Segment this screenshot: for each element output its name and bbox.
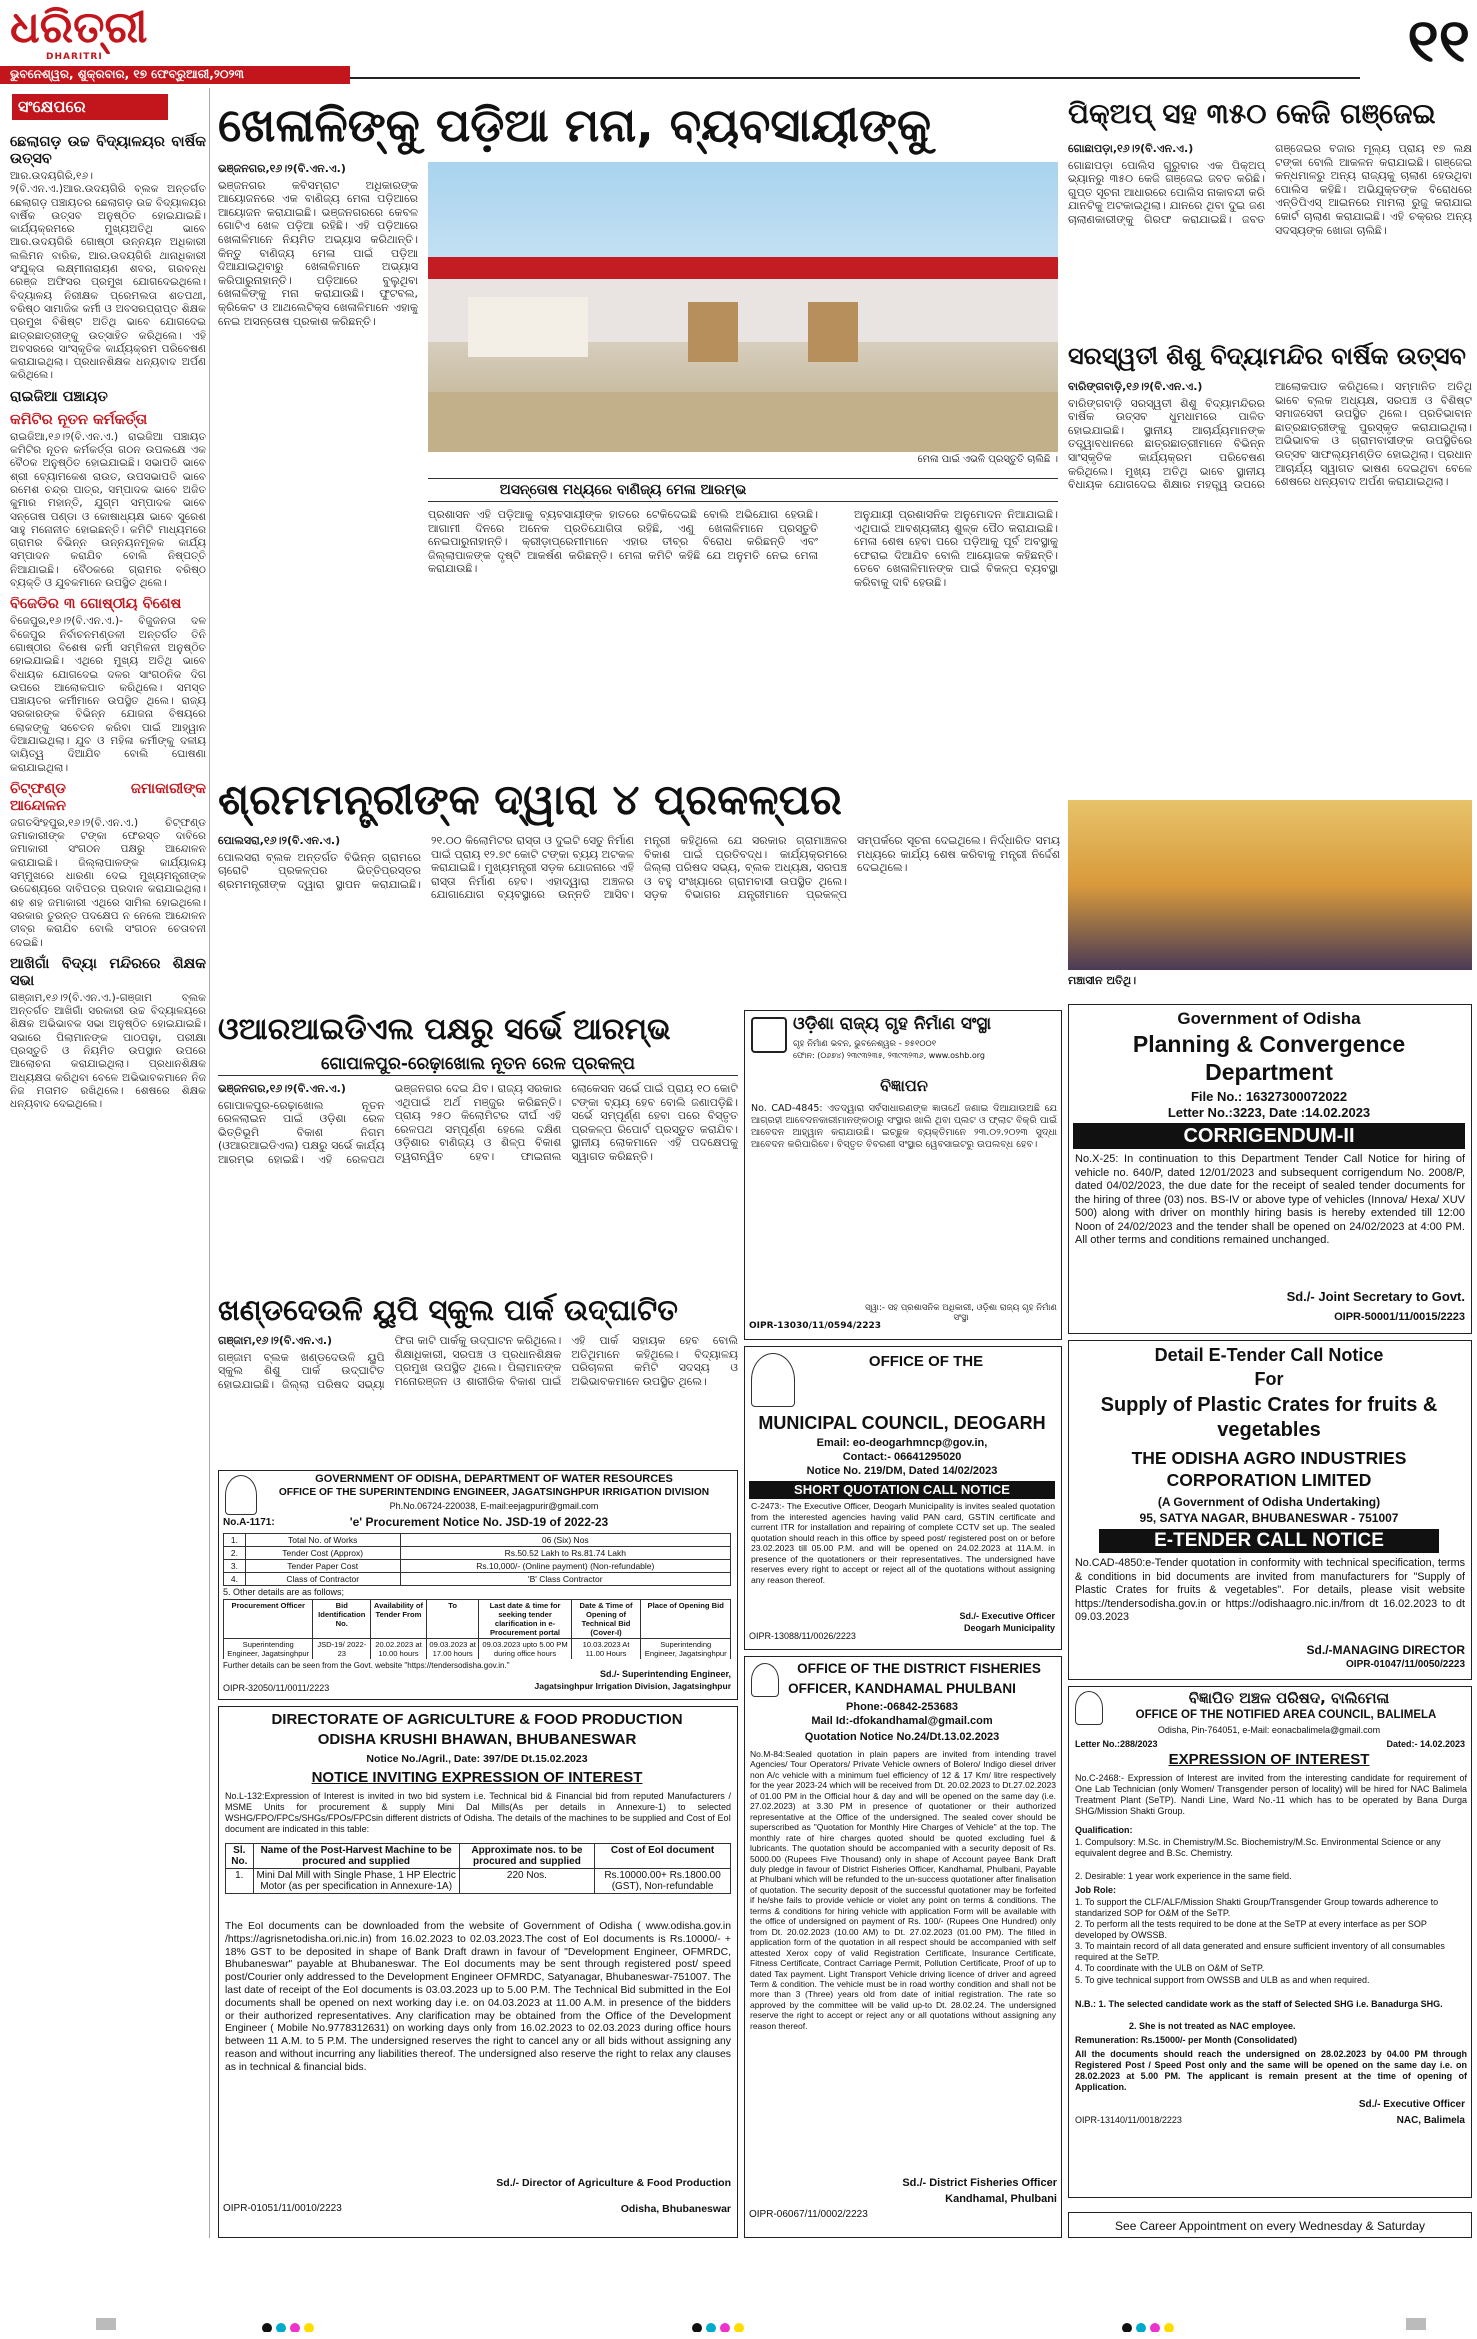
briefs-tag-label: ସଂକ୍ଷେପରେ bbox=[18, 97, 86, 116]
fisheries-l1: OFFICE OF THE DISTRICT FISHERIES bbox=[797, 1661, 1041, 1676]
lead-body-mid: ପ୍ରଶାସନ ଏହି ପଡ଼ିଆକୁ ବ୍ୟବସାୟୀଙ୍କ ହାତରେ ଟେକିଦେଇଛି ବୋଲି ଅଭିଯୋଗ ହେଉଛି। ଆଗାମୀ ଦିନରେ ଅନେକ ପ୍ରତିଯୋଗିତା ରହିଛି, ଏଣୁ ଖେଳାଳିମାନେ ପ୍ରସ୍ତୁତି ନେଇପାରୁନାହାନ୍ତି। କ୍ରୀଡ଼ାପ୍ରେମୀମାନେ ଏହାର ତୀବ୍ର ବିରୋଧ କରିଛନ୍ତି ଏବଂ ଜିଲ୍ଲାପାଳଙ୍କ ଦୃଷ୍ଟି ଆକର୍ଷଣ କରିଛନ୍ତି। ମେଳା କମିଟି କହିଛି ଯେ ଅନୁମତି ନେଇ ମେଳା କରାଯାଉଛି। bbox=[428, 508, 818, 576]
water-emblem-icon bbox=[225, 1475, 257, 1515]
dateline-bar bbox=[0, 66, 350, 84]
brief-title: କମିଟିର ନୂତନ କର୍ମକର୍ତ୍ତା bbox=[10, 411, 148, 428]
col-header: To bbox=[426, 1600, 479, 1639]
rail-body: ଗୋପାଳପୁର-ରେଢ଼ାଖୋଲ ନୂତନ ରେଳଲାଇନ ପାଇଁ ଓଡ଼ିଶା ରେଳ ଭିତ୍ତିଭୂମି ବିକାଶ ନିଗମ (ଓଆରଆଇଡିଏଲ) ପକ୍ଷରୁ ସର୍ଭେ କାର୍ଯ୍ୟ ଆରମ୍ଭ ହୋଇଛି। ଏହି ରେଳପଥ ଭଞ୍ଜନଗର ଦେଇ ଯିବ। ରାଜ୍ୟ ସରକାର ଏଥିପାଇଁ ଅର୍ଥ ମଞ୍ଜୁର କରିଛନ୍ତି। ପ୍ରାୟ ୨୫୦ କିଲୋମିଟର ଦୀର୍ଘ ଏହି ରେଳପଥ ସମ୍ପୂର୍ଣ୍ଣ ହେଲେ ଦକ୍ଷିଣ ଓଡ଼ିଶାର ବାଣିଜ୍ୟ ଓ ଶିଳ୍ପ ବିକାଶ ତ୍ୱରାନ୍ୱିତ ହେବ। ଫାଇନାଲ ଲୋକେସନ ସର୍ଭେ ପାଇଁ ପ୍ରାୟ ୧୦ କୋଟି ଟଙ୍କା ବ୍ୟୟ ହେବ ବୋଲି ଜଣାପଡ଼ିଛି। ସର୍ଭେ ସମ୍ପୂର୍ଣ୍ଣ ହେବା ପରେ ବିସ୍ତୃତ ପ୍ରକଳ୍ପ ରିପୋର୍ଟ ପ୍ରସ୍ତୁତ କରାଯିବ। ସ୍ଥାନୀୟ ଲୋକମାନେ ଏହି ପଦକ୍ଷେପକୁ ସ୍ୱାଗତ କରିଛନ୍ତି। bbox=[218, 1082, 738, 1166]
planning-sign: Sd./- Joint Secretary to Govt. bbox=[1286, 1289, 1465, 1304]
balimela-j4: 4. To coordinate with the ULB on O&M of SeTP. bbox=[1075, 1963, 1265, 1973]
ohb-title: ଓଡ଼ିଶା ରାଜ୍ୟ ଗୃହ ନିର୍ମାଣ ସଂସ୍ଥା bbox=[793, 1015, 992, 1034]
school-photo-caption: ମଞ୍ଚାସୀନ ଅତିଥି। bbox=[1068, 974, 1137, 987]
ad-water bbox=[218, 1470, 738, 1700]
water-summary-table bbox=[223, 1533, 731, 1587]
deogarh-email: Email: eo-deogarhmncp@gov.in, bbox=[816, 1437, 988, 1449]
table-row bbox=[224, 1560, 731, 1573]
balimela-emblem-icon bbox=[1075, 1691, 1103, 1725]
cell: 4. bbox=[224, 1573, 246, 1586]
deogarh-emblem-icon bbox=[751, 1353, 795, 1407]
sidebar-briefs bbox=[4, 88, 210, 2238]
ohb-heading: ବିଜ୍ଞାପନ bbox=[880, 1077, 928, 1095]
col-header: Procurement Officer bbox=[224, 1600, 313, 1639]
ad-fisheries bbox=[744, 1656, 1062, 2238]
balimela-j3: 3. To maintain record of all data generated and ensure sufficient inventory of all consumables required at the SeTP. bbox=[1075, 1941, 1445, 1962]
brief-body: ଆର.ଉଦୟଗିରି,୧୬।୨(ବି.ଏନ.ଏ.)ଆର.ଉଦୟଗିରି ବ୍ଲକ ଅନ୍ତର୍ଗତ ଛେଲାଗଡ଼ ପଞ୍ଚାୟତର ଛେଲାଗଡ଼ ଉଚ୍ଚ ବିଦ୍ୟାଳୟର ବାର୍ଷିକ ଉତ୍ସବ ଅନୁଷ୍ଠିତ ହୋଇଯାଇଛି। କାର୍ଯ୍ୟକ୍ରମରେ ମୁଖ୍ୟଅତିଥି ଭାବେ ଆର.ଉଦୟଗିରି ଗୋଷ୍ଠୀ ଉନ୍ନୟନ ଅଧିକାରୀ ଲଲିମନ ବାରିକ, ଆର.ଉଦୟଗିରି ଥାନାଧିକାରୀ ସଂଯୁକ୍ତା ଲକ୍ଷ୍ମୀନାରାୟଣ ଶବର, ଗରବନ୍ଧ ରେଞ୍ଜ ଅଫିସର ପ୍ରମୁଖ ଯୋଗଦେଇଥିଲେ। ବିଦ୍ୟାଳୟ ନିରୀକ୍ଷକ ପ୍ରେମଲତା ଶତପଥୀ, ବରିଷ୍ଠ ସାମାଜିକ କର୍ମୀ ଓ ଅବସରପ୍ରାପ୍ତ ଶିକ୍ଷକ ପ୍ରମୁଖ ବିଶିଷ୍ଟ ଅତିଥି ଭାବେ ଯୋଗଦେଇ ଛାତ୍ରଛାତ୍ରୀଙ୍କୁ ଉତ୍ସାହିତ କରିଥିଲେ। ଏହି ଅବସରରେ ସାଂସ୍କୃତିକ କାର୍ଯ୍ୟକ୍ରମ ପରିବେଷଣ କରାଯାଇଥିଲା। ପ୍ରଧାନଶିକ୍ଷକ ଧନ୍ୟବାଦ ଅର୍ପଣ କରିଥିଲେ। bbox=[10, 170, 206, 382]
deogarh-body: C-2473:- The Executive Officer, Deogarh Municipality is invites sealed quotation from the interested agencies having valid PAN card, GSTIN certificate and current ITR for installation and repairing of complete CCTV set up. The sealed quotation should reach in this office by speed post/ registered post on or before 23.02.2023 till 05.00 P.M. and will be opened on 24.02.2023 at 11A.M. in presence of the quotationers or their representatives. The undersigned have reserves every right to accept or reject all of the quotations without assigning any reason thereof. bbox=[751, 1501, 1055, 1585]
ohb-address: ଗୃହ ନିର୍ମାଣ ଭବନ, ଭୁବନେଶ୍ୱର - ୭୫୧୦୦୧ bbox=[793, 1039, 937, 1049]
ohb-sign: ସ୍ୱା:- ସହ ପ୍ରଶାସନିକ ଅଧିକାରୀ, ଓଡ଼ିଶା ରାଜ୍ୟ ଗୃହ ନିର୍ମାଣ ସଂସ୍ଥା bbox=[865, 1303, 1057, 1323]
brief-body: ଗଞ୍ଜାମ,୧୬।୨(ବି.ଏନ.ଏ.)-ଗଞ୍ଜାମ ବ୍ଲକ ଅନ୍ତର୍ଗତ ଆଖିଗାଁ ସରକାରୀ ଉଚ୍ଚ ବିଦ୍ୟାଳୟରେ ଶିକ୍ଷକ ଅଭିଭାବକ ସଭା ଅନୁଷ୍ଠିତ ହୋଇଯାଇଛି। ସଭାରେ ପିଲାମାନଙ୍କ ପାଠପଢ଼ା, ପରୀକ୍ଷା ପ୍ରସ୍ତୁତି ଓ ନିୟମିତ ଉପସ୍ଥାନ ଉପରେ ଆଲୋଚନା କରାଯାଇଥିଲା। ପ୍ରଧାନଶିକ୍ଷକ ଅଧ୍ୟକ୍ଷତା କରିଥିବା ବେଳେ ଅଭିଭାବକମାନେ ନିଜ ନିଜ ମତାମତ ରଖିଥିଲେ। ଶେଷରେ ଶିକ୍ଷକ ଧନ୍ୟବାଦ ଦେଇଥିଲେ। bbox=[10, 991, 206, 1111]
school-body: ବାରିଙ୍ଗବାଡ଼ି ସରସ୍ୱତୀ ଶିଶୁ ବିଦ୍ୟାମନ୍ଦିରର ବାର୍ଷିକ ଉତ୍ସବ ଧୁମଧାମରେ ପାଳିତ ହୋଇଯାଇଛି। ସ୍ଥାନୀୟ ଆଚାର୍ଯ୍ୟମାନଙ୍କ ତତ୍ତ୍ୱାବଧାନରେ ଛାତ୍ରଛାତ୍ରୀମାନେ ବିଭିନ୍ନ ସାଂସ୍କୃତିକ କାର୍ଯ୍ୟକ୍ରମ ପରିବେଷଣ କରିଥିଲେ। ମୁଖ୍ୟ ଅତିଥି ଭାବେ ସ୍ଥାନୀୟ ବିଧାୟକ ଯୋଗଦେଇ ଶିକ୍ଷାର ମହତ୍ତ୍ୱ ଉପରେ ଆଲୋକପାତ କରିଥିଲେ। ସମ୍ମାନିତ ଅତିଥି ଭାବେ ବ୍ଲକ ଅଧ୍ୟକ୍ଷ, ସରପଞ୍ଚ ଓ ବିଶିଷ୍ଟ ସମାଜସେବୀ ଉପସ୍ଥିତ ଥିଲେ। ପ୍ରତିଭାବାନ ଛାତ୍ରଛାତ୍ରୀଙ୍କୁ ପୁରସ୍କୃତ କରାଯାଇଥିଲା। ଅଭିଭାବକ ଓ ଗ୍ରାମବାସୀଙ୍କ ଉପସ୍ଥିତିରେ ଉତ୍ସବ ସାଫଲ୍ୟମଣ୍ଡିତ ହୋଇଥିଲା। ପ୍ରଧାନ ଆଚାର୍ଯ୍ୟ ସ୍ୱାଗତ ଭାଷଣ ଦେଇଥିବା ବେଳେ ଶେଷରେ ଧନ୍ୟବାଦ ଅର୍ପଣ କରାଯାଇଥିଲା। bbox=[1068, 380, 1472, 492]
cell: Rs.50.52 Lakh to Rs.81.74 Lakh bbox=[400, 1547, 730, 1560]
cell: Mini Dal Mill with Single Phase, 1 HP Electric Motor (as per specification in Annexure-1A) bbox=[253, 1869, 459, 1894]
balimela-l2: Odisha, Pin-764051, e-Mail: eonacbalimela@gmail.com bbox=[1157, 1725, 1381, 1735]
lead-col-mid bbox=[428, 508, 818, 762]
balimela-rem: Remuneration: Rs.15000/- per Month (Consolidated) bbox=[1075, 2035, 1298, 2045]
planning-file: File No.: 16327300072022 bbox=[1190, 1089, 1348, 1104]
water-no: No.A-1171: bbox=[223, 1517, 275, 1528]
color-dots bbox=[1120, 2318, 1200, 2332]
water-other: 5. Other details are as follows; bbox=[223, 1587, 345, 1597]
balimela-lno: Letter No.:288/2023 bbox=[1075, 1739, 1158, 1749]
registration-marks bbox=[0, 2310, 1477, 2339]
water-l1: GOVERNMENT OF ODISHA, DEPARTMENT OF WATER RESOURCES bbox=[315, 1473, 673, 1485]
deogarh-bar: SHORT QUOTATION CALL NOTICE bbox=[749, 1481, 1055, 1499]
deogarh-sign: Sd./- Executive Officer bbox=[959, 1611, 1055, 1621]
agri-l1: DIRECTORATE OF AGRICULTURE & FOOD PRODUCTION bbox=[271, 1711, 683, 1728]
lead-subhead bbox=[428, 478, 1058, 502]
rail-story bbox=[218, 1082, 738, 1282]
fisheries-sign: Sd./- District Fisheries Officer bbox=[902, 2177, 1057, 2189]
ohb-notice: No. CAD-4845: ଏତଦ୍ୱାରା ସର୍ବସାଧାରଣଙ୍କ ଜ୍ଞାତାର୍ଥେ ଜଣାଇ ଦିଆଯାଉଅଛି ଯେ ଆଗ୍ରହୀ ଆବେଦନକାରୀମାନଙ୍କଠାରୁ ସଂସ୍ଥାର ଖାଲି ଥିବା ପ୍ଲଟ ଓ ଫ୍ଲାଟ ବିକ୍ରି ପାଇଁ ଆବେଦନ ଆହ୍ୱାନ କରାଯାଉଛି। ଇଚ୍ଛୁକ ବ୍ୟକ୍ତିମାନେ ୨୩.୦୨.୨୦୨୩ ସୁଦ୍ଧା ଆବେଦନ କରିପାରିବେ। ବିସ୍ତୃତ ବିବରଣୀ ସଂସ୍ଥାର ୱେବସାଇଟରୁ ଉପଲବ୍ଧ ହେବ। bbox=[751, 1103, 1057, 1150]
dateline: ଭୁବନେଶ୍ୱର, ଶୁକ୍ରବାର, ୧୭ ଫେବ୍ରୁଆରୀ,୨୦୨୩ bbox=[10, 67, 244, 81]
logo-subtitle: DHARITRI bbox=[46, 52, 103, 62]
cell: Tender Paper Cost bbox=[245, 1560, 400, 1573]
ad-ohb bbox=[744, 1010, 1062, 1340]
agri-sign: Sd./- Director of Agriculture & Food Production bbox=[496, 2177, 731, 2189]
cell: Tender Cost (Approx) bbox=[245, 1547, 400, 1560]
deogarh-notice-no: Notice No. 219/DM, Dated 14/02/2023 bbox=[806, 1465, 998, 1477]
table-header-row bbox=[226, 1844, 731, 1869]
lead-subhead-text: ଅସନ୍ତୋଷ ମଧ୍ୟରେ ବାଣିଜ୍ୟ ମେଳା ଆରମ୍ଭ bbox=[499, 482, 747, 498]
water-ref: OIPR-32050/11/0011/2223 bbox=[223, 1683, 330, 1693]
balimela-sign2: NAC, Balimela bbox=[1396, 2115, 1465, 2126]
rail-headline: ଓଆରଆଇଡିଏଲ ପକ୍ଷରୁ ସର୍ଭେ ଆରମ୍ଭ bbox=[218, 1012, 671, 1047]
park-headline: ଖଣ୍ଡଦେଉଳି ୟୁପି ସ୍କୁଲ ପାର୍କ ଉଦ୍‌ଘାଟିତ bbox=[218, 1293, 678, 1327]
fisheries-sign2: Kandhamal, Phulbani bbox=[945, 2193, 1057, 2205]
water-detail-table bbox=[223, 1599, 731, 1659]
table-row bbox=[224, 1534, 731, 1547]
fisheries-mail: Mail Id:-dfokandhamal@gmail.com bbox=[811, 1715, 993, 1727]
water-sign2: Jagatsinghpur Irrigation Division, Jagatsinghpur bbox=[534, 1681, 731, 1691]
masthead bbox=[0, 0, 1477, 86]
col-header: Sl. No. bbox=[226, 1844, 254, 1869]
balimela-dated: Dated:- 14.02.2023 bbox=[1386, 1739, 1465, 1749]
water-l2: OFFICE OF THE SUPERINTENDING ENGINEER, JAGATSINGHPUR IRRIGATION DIVISION bbox=[278, 1487, 710, 1498]
rail-dateline: ଭଞ୍ଜନଗର,୧୬।୨(ବି.ଏନ.ଏ.) bbox=[218, 1082, 346, 1095]
ganja-story bbox=[1068, 142, 1472, 332]
agro-sign: Sd./-MANAGING DIRECTOR bbox=[1306, 1643, 1465, 1657]
deogarh-l1: OFFICE OF THE bbox=[868, 1353, 984, 1370]
lead-col-right bbox=[854, 508, 1058, 762]
balimela-body: No.C-2468:- Expression of Interest are invited from the interesting candidate for requirement of One Lab Technician (only Women/ Transgender person of locality) will be hired for NAC Balimela Treatment Plant (SeTP). Nandi Line, Ward No.-11 which has to be operated by Bana Durga SHG/Mission Shakti Group. bbox=[1075, 1773, 1467, 1816]
water-l3: Ph.No.06724-220038, E-mail:eejagpurir@gmail.com bbox=[389, 1501, 599, 1511]
balimela-bar: EXPRESSION OF INTEREST bbox=[1168, 1751, 1370, 1768]
ganja-headline: ପିକ୍‌ଅପ୍‌ ସହ ୩୫୦ କେଜି ଗଞ୍ଜେଇ bbox=[1068, 97, 1436, 130]
col-header: Cost of EoI document bbox=[595, 1844, 731, 1869]
ohb-ref: OIPR-13030/11/0594/2223 bbox=[749, 1321, 882, 1331]
agri-ref: OIPR-01051/11/0010/2223 bbox=[223, 2203, 342, 2214]
cell: Rs.10,000/- (Online payment) (Non-refundable) bbox=[400, 1560, 730, 1573]
water-further: Further details can be seen from the Govt. website "https://tendersodisha.gov.in." bbox=[223, 1661, 510, 1670]
col-header: Last date & time for seeking tender clarification in e-Procurement portal bbox=[479, 1600, 571, 1639]
cell: Total No. of Works bbox=[245, 1534, 400, 1547]
brief-title: ଚିଟ୍‌ଫଣ୍ଡ ଜମାକାରୀଙ୍କ ଆନ୍ଦୋଳନ bbox=[10, 780, 206, 814]
balimela-jr: Job Role: bbox=[1075, 1885, 1117, 1895]
agri-bar: NOTICE INVITING EXPRESSION OF INTEREST bbox=[311, 1769, 643, 1786]
col-header: Availability of Tender From bbox=[371, 1600, 427, 1639]
fisheries-body: No.M-84:Sealed quotation in plain papers are invited from intending travel Agencies/ Tour Operators/ Private Vehicle owners of Bolero/ Indigo diesel driver non A/c vehicle with a minimum fuel efficiency of 12 & 17 Km/ litre respectively for the year 2023-24 which will be received from Dt. 20.02.2023 to Dt.27.02.2023 of 01.00 PM in the Official hour & day and will be opened on the same day (i.e. 27.02.2023) at 3.30 PM in presence of quotationer or their authorized representative at the Office of the undersigned. The sealed cover should be superscribed as "Quotation for Monthly Hire Charges of Vehicle" at the top. The monthly rate of hire charges quoted should be quoted excluding fuel & lubricants. The quotation should be accompanied with a security deposit of Rs. 5000.00 (Rupees Five Thousand) only in shape of Account payee Bank Draft duly pledge in favour of District Fisheries Officer, Kandhamal, Phulbani, Payable at Phulbani which will be refunded to the un-success quotationer after finalisation of quotation. The security deposit of the successful quotationer may be forfeited if he/she fails to provide vehicle or violet any point on terms & conditions. The terms & conditions for hiring vehicle with application Form will be available with the office of undersigned on payment of Rs. 100/- (Rupees One Hundred) only from Dt. 20.02.2023 (10.00 AM) to Dt. 27.02.2023 (01.00 PM). The filled in application form of the quotation in all respect should be accompanied with self attested Xerox copy of valid Registration Certificate, Insurance Certificate, Fitness Certificate, Contract Carriage Permit, Pollution Certificate, Proof of up to dated Tax payment. Light Transport Vehicle driving licence of driver and agreed Term & condition. The vehicle must be in road worthy condition and shall not be more than 3 (Three) years old from date of initial registration. The rate so approved by the committee will be valid up-to Dt. 28.02.24. The undersigned reserve the right to accept or reject any or all quotations without assigning any reason thereof. bbox=[750, 1749, 1056, 2031]
lead-photo-caption: ମେଳା ପାଇଁ ଏଭଳି ପ୍ରସ୍ତୁତି ଚାଲିଛି । bbox=[917, 454, 1058, 465]
cell: 2. bbox=[224, 1547, 246, 1560]
fisheries-l2: OFFICER, KANDHAMAL PHULBANI bbox=[788, 1681, 1016, 1696]
lead-body-right: ଅନୁଯାୟୀ ପ୍ରଶାସନିକ ଅନୁମୋଦନ ନିଆଯାଇଛି। ଏଥିପାଇଁ ଆବଶ୍ୟକୀୟ ଶୁଳ୍କ ପୈଠ କରାଯାଇଛି। ମେଳା ଶେଷ ହେବା ପରେ ପଡ଼ିଆକୁ ପୂର୍ବ ଅବସ୍ଥାକୁ ଫେରାଇ ଦିଆଯିବ ବୋଲି ଆୟୋଜକ କହିଛନ୍ତି। ତେବେ ଖେଳାଳିମାନଙ୍କ ପାଇଁ ବିକଳ୍ପ ବ୍ୟବସ୍ଥା କରିବାକୁ ଦାବି ହେଉଛି। bbox=[854, 508, 1058, 589]
fisheries-ref: OIPR-06067/11/0002/2223 bbox=[749, 2209, 868, 2220]
deogarh-contact: Contact:- 06641295020 bbox=[842, 1451, 962, 1463]
brief-body: ରାଇଜିଆ,୧୬।୨(ବି.ଏନ.ଏ.) ରାଇଜିଆ ପଞ୍ଚାୟତ କମିଟିର ନୂତନ କର୍ମକର୍ତ୍ତା ଗଠନ ଉପଲକ୍ଷେ ଏକ ବୈଠକ ଅନୁଷ୍ଠିତ ହୋଇଯାଇଛି। ସଭାପତି ଭାବେ ଶ୍ରୀ ବ୍ୟୋମକେଶ ରାଉତ, ଉପସଭାପତି ଭାବେ ରମେଶ ଚନ୍ଦ୍ର ପାତ୍ର, ସମ୍ପାଦକ ଭାବେ ଅଜିତ କୁମାର ମହାନ୍ତି, ଯୁଗ୍ମ ସମ୍ପାଦକ ଭାବେ ସନ୍ତୋଷ ପଣ୍ଡା ଓ କୋଷାଧ୍ୟକ୍ଷ ଭାବେ ସୁରେଶ ସାହୁ ମନୋନୀତ ହୋଇଛନ୍ତି। କମିଟି ମାଧ୍ୟମରେ ଗ୍ରାମର ବିଭିନ୍ନ ଉନ୍ନୟନମୂଳକ କାର୍ଯ୍ୟ ସମ୍ପାଦନ କରାଯିବ ବୋଲି ନିଷ୍ପତ୍ତି ନିଆଯାଇଛି। ବୈଠକରେ ଗ୍ରାମର ବରିଷ୍ଠ ବ୍ୟକ୍ତି ଓ ଯୁବକମାନେ ଉପସ୍ଥିତ ଥିଲେ। bbox=[10, 430, 206, 590]
balimela-j1: 1. To support the CLF/ALF/Mission Shakti Group/Transgender Group towards adherence to standarized SOP for O&M of the SeTP. bbox=[1075, 1897, 1439, 1918]
labour-story bbox=[218, 834, 1060, 1004]
fisheries-qno: Quotation Notice No.24/Dt.13.02.2023 bbox=[804, 1731, 1000, 1743]
water-sign: Sd./- Superintending Engineer, bbox=[599, 1669, 731, 1679]
brief-body: ଜଗତସିଂହପୁର,୧୬।୨(ବି.ଏନ.ଏ.) ଚିଟ୍‌ଫଣ୍ଡ ଜମାକାରୀଙ୍କ ଟଙ୍କା ଫେରସ୍ତ ଦାବିରେ ଜମାକାରୀ ସଂଗଠନ ପକ୍ଷରୁ ଆନ୍ଦୋଳନ କରାଯାଇଛି। ଜିଲ୍ଲାପାଳଙ୍କ କାର୍ଯ୍ୟାଳୟ ସମ୍ମୁଖରେ ଧାରଣା ଦେଇ ମୁଖ୍ୟମନ୍ତ୍ରୀଙ୍କ ଉଦ୍ଦେଶ୍ୟରେ ଦାବିପତ୍ର ପ୍ରଦାନ କରାଯାଇଥିଲା। ଶହ ଶହ ଜମାକାରୀ ଏଥିରେ ସାମିଲ ହୋଇଥିଲେ। ସରକାର ତୁରନ୍ତ ପଦକ୍ଷେପ ନ ନେଲେ ଆନ୍ଦୋଳନ ତୀବ୍ର କରାଯିବ ବୋଲି ସଂଗଠନ ଚେତାବନୀ ଦେଇଛି। bbox=[10, 816, 206, 949]
planning-body: No.X-25: In continuation to this Department Tender Call Notice for hiring of vehicle no. 640/P, dated 12/01/2023 and subsequent corrigendum No. 2008/P, dated 04/02/2023, the due date for the receipt of sealed tender documents for the hiring of three (03) nos. BS-IV or above type of vehicles (Innova/ Hexa/ XUV 500) along with driver on monthly hiring basis is hereby extended till 12:00 Noon of 24/02/2023 and the tender shall be opened on 24/02/2023 at 4:00 PM. All other terms and conditions remained unchanged. bbox=[1075, 1153, 1465, 1246]
balimela-q: Qualification: bbox=[1075, 1825, 1133, 1835]
agri-sign2: Odisha, Bhubaneswar bbox=[620, 2203, 731, 2215]
rail-subhead: ଗୋପାଳପୁର-ରେଢ଼ାଖୋଲ ନୂତନ ରେଳ ପ୍ରକଳ୍ପ bbox=[218, 1054, 738, 1076]
grey-swatch bbox=[1406, 2318, 1426, 2330]
brief-title: ଛେଲାଗଡ଼ ଉଚ୍ଚ ବିଦ୍ୟାଳୟର ବାର୍ଷିକ ଉତ୍ସବ bbox=[10, 134, 206, 167]
cell: 10.03.2023 At 11.00 Hours bbox=[571, 1639, 641, 1660]
ohb-phone: ଫୋନ: (୦୬୭୪) ୨୩୯୩୨୩୫, ୨୩୯୩୨୩୬, www.oshb.org bbox=[793, 1051, 986, 1060]
balimela-j5: 5. To give technical support from OWSSB and ULB as and when required. bbox=[1075, 1975, 1370, 1985]
agri-l2: ODISHA KRUSHI BHAWAN, BHUBANESWAR bbox=[317, 1731, 637, 1748]
ad-planning bbox=[1068, 1004, 1472, 1334]
color-dots bbox=[260, 2318, 340, 2332]
cell: 220 Nos. bbox=[459, 1869, 594, 1894]
water-title: 'e' Procurement Notice No. JSD-19 of 2022-23 bbox=[349, 1515, 609, 1529]
table-header-row bbox=[224, 1600, 731, 1639]
school-dateline: ବାରିଙ୍ଗବାଡ଼ି,୧୬।୨(ବି.ଏନ.ଏ.) bbox=[1068, 380, 1203, 393]
cell: 06 (Six) Nos bbox=[400, 1534, 730, 1547]
col-header: Approximate nos. to be procured and supplied bbox=[459, 1844, 594, 1869]
balimela-ori: ବିଜ୍ଞାପିତ ଅଞ୍ଚଳ ପରିଷଦ, ବାଲିମେଳା bbox=[1188, 1689, 1390, 1707]
brief-title: ରାଇଜିଆ ପଞ୍ଚାୟତ bbox=[10, 388, 108, 405]
brief-title: ଆଖିଗାଁ ବିଦ୍ୟା ମନ୍ଦିରରେ ଶିକ୍ଷକ ସଭା bbox=[10, 955, 206, 989]
school-headline: ସରସ୍ୱତୀ ଶିଶୁ ବିଦ୍ୟାମନ୍ଦିର ବାର୍ଷିକ ଉତ୍ସବ bbox=[1068, 342, 1466, 370]
planning-letter: Letter No.:3223, Date :14.02.2023 bbox=[1167, 1105, 1371, 1120]
balimela-sign: Sd./- Executive Officer bbox=[1358, 2099, 1465, 2110]
planning-dept-1: Planning & Convergence bbox=[1132, 1031, 1406, 1057]
briefs-tag bbox=[12, 94, 168, 120]
school-story bbox=[1068, 380, 1472, 650]
col-header: Bid Identification No. bbox=[313, 1600, 371, 1639]
planning-corrigendum: CORRIGENDUM-II bbox=[1073, 1123, 1465, 1149]
color-dots bbox=[690, 2318, 770, 2332]
grey-swatch bbox=[96, 2318, 116, 2330]
lead-story bbox=[218, 162, 1060, 764]
cell: Superintending Engineer, Jagatsinghpur bbox=[224, 1639, 313, 1660]
planning-ref: OIPR-50001/11/0015/2223 bbox=[1334, 1311, 1465, 1323]
cell: 09.03.2023 at 17.00 hours bbox=[426, 1639, 479, 1660]
table-row bbox=[226, 1869, 731, 1894]
stall-illustration bbox=[428, 162, 1058, 452]
lead-body-left: ଭଞ୍ଜନଗର କବିସମ୍ରାଟ ଅଧିକାରଙ୍କ ଆୟୋଜନରେ ଏକ ବାଣିଜ୍ୟ ମେଳା ପଡ଼ିଆରେ ଆୟୋଜନ କରାଯାଇଛି। ଭଞ୍ଜନଗରରେ କେବଳ ଗୋଟିଏ ଖେଳ ପଡ଼ିଆ ରହିଛି। ଏହି ପଡ଼ିଆରେ ଖେଳାଳିମାନେ ନିୟମିତ ଅଭ୍ୟାସ କରିଥାନ୍ତି। କିନ୍ତୁ ବାଣିଜ୍ୟ ମେଳା ପାଇଁ ପଡ଼ିଆ ଦିଆଯାଇଥିବାରୁ ଖେଳାଳିମାନେ ଅଭ୍ୟାସ କରିପାରୁନାହାନ୍ତି। ପଡ଼ିଆରେ ବୁଲୁଥିବା ଖେଳାଳିଙ୍କୁ ମନା କରାଯାଉଛି। ଫୁଟବଲ, କ୍ରିକେଟ ଓ ଆଥଲେଟିକ୍ସ ଖେଳାଳିମାନେ ଏହାକୁ ନେଇ ଅସନ୍ତୋଷ ପ୍ରକାଶ କରିଛନ୍ତି। bbox=[218, 178, 418, 328]
newspaper-logo: ଧରିତ୍ରୀ bbox=[10, 2, 148, 53]
lead-photo bbox=[428, 162, 1058, 452]
agro-ref: OIPR-01047/11/0050/2223 bbox=[1346, 1659, 1465, 1670]
labour-dateline: ପୋଲସରା,୧୬।୨(ବି.ଏନ.ଏ.) bbox=[218, 834, 341, 847]
fisheries-phone: Phone:-06842-253683 bbox=[846, 1701, 958, 1713]
agri-body: No.L-132:Expression of Interest is invited in two bid system i.e. Technical bid & Financial bid from reputed Manufacturers / MSME Units for procurement & supply Mini Dal Mills(As per details in Annexure-1) to selected WSHG/FPO/FPCs/SHGs/FPOs/FPCsin different districts of Odisha. The details of the machines to be supplied and Cost of EoI document are indicated in this table: bbox=[225, 1791, 731, 1834]
brief-title: ବିଜେଡିର ୩ ଗୋଷ୍ଠୀୟ ବିଶେଷ bbox=[10, 596, 182, 613]
lead-headline: ଖେଳାଳିଙ୍କୁ ପଡ଼ିଆ ମନା, ବ୍ୟବସାୟୀଙ୍କୁ bbox=[218, 98, 931, 152]
ad-deogarh bbox=[744, 1346, 1062, 1650]
ad-balimela bbox=[1068, 1686, 1472, 2198]
lead-dateline: ଭଞ୍ଜନଗର,୧୬।୨(ବି.ଏନ.ଏ.) bbox=[218, 162, 346, 175]
cell: JSD-19/ 2022-23 bbox=[313, 1639, 371, 1660]
table-row bbox=[224, 1573, 731, 1586]
agro-l4: THE ODISHA AGRO INDUSTRIES CORPORATION LIMITED bbox=[1131, 1448, 1407, 1490]
labour-body: ପୋଲସରା ବ୍ଲକ ଅନ୍ତର୍ଗତ ବିଭିନ୍ନ ଗ୍ରାମରେ ଚାରୋଟି ପ୍ରକଳ୍ପର ଭିତ୍ତିପ୍ରସ୍ତର ଶ୍ରମମନ୍ତ୍ରୀଙ୍କ ଦ୍ୱାରା ସ୍ଥାପନ କରାଯାଇଛି। ୨୧.୦୦ କିଲୋମିଟର ରାସ୍ତା ଓ ଦୁଇଟି ସେତୁ ନିର୍ମାଣ ପାଇଁ ପ୍ରାୟ ୧୨.୭୯ କୋଟି ଟଙ୍କା ବ୍ୟୟ ଅଟକଳ କରାଯାଇଛି। ମୁଖ୍ୟମନ୍ତ୍ରୀ ସଡ଼କ ଯୋଜନାରେ ଏହି ରାସ୍ତା ନିର୍ମାଣ ହେବ। ଏହାଦ୍ୱାରା ଅଞ୍ଚଳର ଯୋଗାଯୋଗ ବ୍ୟବସ୍ଥାରେ ଉନ୍ନତି ଆସିବ। ମନ୍ତ୍ରୀ କହିଥିଲେ ଯେ ସରକାର ଗ୍ରାମାଞ୍ଚଳର ବିକାଶ ପାଇଁ ପ୍ରତିବଦ୍ଧ। କାର୍ଯ୍ୟକ୍ରମରେ ଜିଲ୍ଲା ପରିଷଦ ସଭ୍ୟ, ବ୍ଲକ ଅଧ୍ୟକ୍ଷ, ସରପଞ୍ଚ ଓ ବହୁ ସଂଖ୍ୟାରେ ଗ୍ରାମବାସୀ ଉପସ୍ଥିତ ଥିଲେ। ସଡ଼କ ବିଭାଗର ଯନ୍ତ୍ରୀମାନେ ପ୍ରକଳ୍ପ ସମ୍ପର୍କରେ ସୂଚନା ଦେଇଥିଲେ। ନିର୍ଦ୍ଧାରିତ ସମୟ ମଧ୍ୟରେ କାର୍ଯ୍ୟ ଶେଷ କରିବାକୁ ମନ୍ତ୍ରୀ ନିର୍ଦ୍ଦେଶ ଦେଇଥିଲେ। bbox=[218, 834, 1060, 902]
cell: Superintending Engineer, Jagatsinghpur bbox=[641, 1639, 731, 1660]
agri-body2: The EoI documents can be downloaded from the website of Government of Odisha ( www.odisha.gov.in /https://agrisnetodisha.ori.nic.in) from 16.02.2023 to 02.03.2023.The cost of EoI documents is Rs.10000/- + 18% GST to be deposited in shape of Bank Draft drawn in favour of "Development Engineer, OFMRDC, Bhubaneswar" payable at Bhubaneswar. The EoI documents may be sent through registered post/ speed post/Courier only addressed to the Development Engineer OFMRDC, Satyanagar, Bhubaneswar-751007. The last date of receipt of the EoI documents is 03.03.2023 up to 5.00 P.M. The Technical Bid submitted in the EoI documents shall be opened on next working day i.e. on 04.03.2023 at 11.00 A.M. in presence of the bidders or their authorized representatives. Any clarification may be obtained from the Office of the Development Engineer ( Mobile No.9778312631) on working days only from 16.02.2023 to 02.03.2023 during office hours between 11 A.M. to 5 P.M. The undersigned reserves the right to cancel any or all bids without assigning any reason and without incurring any liabilities thereof. The undersigned also reserve the right to relax any clauses as in technical & financial bids. bbox=[225, 1921, 731, 2073]
table-row bbox=[224, 1639, 731, 1660]
balimela-n2: 2. She is not treated as NAC employee. bbox=[1129, 2021, 1296, 2031]
park-story bbox=[218, 1334, 738, 1464]
deogarh-sign2: Deogarh Municipality bbox=[963, 1623, 1055, 1633]
cell: Class of Contractor bbox=[245, 1573, 400, 1586]
masthead-rule bbox=[350, 77, 1360, 79]
planning-gov: Government of Odisha bbox=[1177, 1009, 1361, 1028]
ganja-body: ଗୋଛାପଡ଼ା ପୋଲିସ ଗୁରୁବାର ଏକ ପିକ୍‌ଅପ୍‌ ଭ୍ୟାନରୁ ୩୫୦ କେଜି ଗଞ୍ଜେଇ ଜବତ କରିଛି। ଗୁପ୍ତ ସୂଚନା ଆଧାରରେ ପୋଲିସ ନାକାବନ୍ଦୀ କରି ଯାନଟିକୁ ଅଟକାଇଥିଲା। ଯାନରେ ଥିବା ଦୁଇ ଜଣ ଚାଲାଣକାରୀଙ୍କୁ ଗିରଫ କରାଯାଇଛି। ଜବତ ଗଞ୍ଜେଇର ବଜାର ମୂଲ୍ୟ ପ୍ରାୟ ୧୭ ଲକ୍ଷ ଟଙ୍କା ବୋଲି ଆକଳନ କରାଯାଇଛି। ଗଞ୍ଜେଇ କନ୍ଧମାଳରୁ ଅନ୍ୟ ରାଜ୍ୟକୁ ଚାଲାଣ ହେଉଥିବା ପୋଲିସ କହିଛି। ଅଭିଯୁକ୍ତଙ୍କ ବିରୋଧରେ ଏନ୍‌ଡିପିଏସ୍ ଆଇନରେ ମାମଲା ରୁଜୁ କରାଯାଇ କୋର୍ଟ ଚାଲାଣ କରାଯାଇଛି। ଏହି ଚକ୍ରର ଅନ୍ୟ ସଦସ୍ୟଙ୍କ ଖୋଜା ଚାଲିଛି। bbox=[1068, 142, 1472, 237]
page-number: ୧୧ bbox=[1407, 6, 1470, 76]
cell: 20.02.2023 at 10.00 hours bbox=[371, 1639, 427, 1660]
col-header: Date & Time of Opening of Technical Bid (Cover-I) bbox=[571, 1600, 641, 1639]
cell: 'B' Class Contractor bbox=[400, 1573, 730, 1586]
col-header: Name of the Post-Harvest Machine to be procured and supplied bbox=[253, 1844, 459, 1869]
labour-headline: ଶ୍ରମମନ୍ତ୍ରୀଙ୍କ ଦ୍ୱାରା ୪ ପ୍ରକଳ୍ପର bbox=[218, 775, 842, 824]
agro-l5: (A Government of Odisha Undertaking) bbox=[1157, 1495, 1381, 1509]
planning-dept-2: Department bbox=[1205, 1059, 1333, 1085]
table-row bbox=[224, 1547, 731, 1560]
cell: Rs.10000.00+ Rs.1800.00 (GST), Non-refundable bbox=[595, 1869, 731, 1894]
lead-col-left bbox=[218, 162, 418, 762]
balimela-l1: OFFICE OF THE NOTIFIED AREA COUNCIL, BALIMELA bbox=[1135, 1709, 1437, 1721]
deogarh-l2: MUNICIPAL COUNCIL, DEOGARH bbox=[758, 1413, 1046, 1433]
park-dateline: ଗଞ୍ଜାମ,୧୬।୨(ବି.ଏନ.ଏ.) bbox=[218, 1334, 333, 1347]
agro-l6: 95, SATYA NAGAR, BHUBANESWAR - 751007 bbox=[1139, 1511, 1399, 1525]
agro-l2: For bbox=[1254, 1369, 1284, 1389]
school-photo bbox=[1068, 800, 1472, 970]
agri-table bbox=[225, 1843, 731, 1917]
ad-agriculture bbox=[218, 1706, 738, 2238]
cell: 1. bbox=[226, 1869, 254, 1894]
balimela-j2: 2. To perform all the tests required to be done at the SeTP at every interface as per SOP developed by OWSSB. bbox=[1075, 1919, 1427, 1940]
agro-body: No.CAD-4850:e-Tender quotation in conformity with technical specification, terms & conditions in bid documents are invited from manufacturers for "Supply of Plastic Crates for fruits & vegetables". For details, please visit website https://tendersodisha.gov.in or https://odishaagro.nic.in/from dt 16.02.2023 to dt 09.03.2023 bbox=[1075, 1557, 1465, 1623]
ganja-dateline: ଗୋଛାପଡ଼ା,୧୬।୨(ବି.ଏନ.ଏ.) bbox=[1068, 142, 1194, 155]
brief-body: ବିଜେପୁର,୧୬।୨(ବି.ଏନ.ଏ.)- ବିଜୁଜନତା ଦଳ ବିଜେପୁର ନିର୍ବାଚନମଣ୍ଡଳୀ ଅନ୍ତର୍ଗତ ତିନି ଗୋଷ୍ଠୀର ବିଶେଷ କର୍ମୀ ସମ୍ମିଳନୀ ଅନୁଷ୍ଠିତ ହୋଇଯାଇଛି। ଏଥିରେ ମୁଖ୍ୟ ଅତିଥି ଭାବେ ବିଧାୟକ ଯୋଗଦେଇ ଦଳର ସାଂଗଠନିକ ଦିଗ ଉପରେ ଆଲୋକପାତ କରିଥିଲେ। ସମସ୍ତ ପଞ୍ଚାୟତର କର୍ମୀମାନେ ଉପସ୍ଥିତ ଥିଲେ। ରାଜ୍ୟ ସରକାରଙ୍କ ବିଭିନ୍ନ ଯୋଜନା ବିଷୟରେ ଲୋକଙ୍କୁ ସଚେତନ କରିବା ପାଇଁ ଆହ୍ୱାନ ଦିଆଯାଇଥିଲା। ଯୁବ ଓ ମହିଳା କର୍ମୀଙ୍କୁ ଦଳୀୟ ଦାୟିତ୍ୱ ଦିଆଯିବ ବୋଲି ଘୋଷଣା କରାଯାଇଥିଲା। bbox=[10, 615, 206, 774]
agri-l3: Notice No./Agril., Date: 397/DE Dt.15.02.2023 bbox=[366, 1753, 588, 1765]
agro-l3: Supply of Plastic Crates for fruits & vegetables bbox=[1100, 1394, 1438, 1441]
briefs-column bbox=[10, 128, 206, 2228]
agro-bar: E-TENDER CALL NOTICE bbox=[1099, 1529, 1439, 1553]
career-note: See Career Appointment on every Wednesday & Saturday bbox=[1068, 2212, 1472, 2238]
deogarh-ref: OIPR-13088/11/0026/2223 bbox=[749, 1631, 856, 1641]
ohb-logo-icon bbox=[751, 1017, 787, 1053]
balimela-q1: 1. Compulsory: M.Sc. in Chemistry/M.Sc. Biochemistry/M.Sc. Environmental Science or any equivalent degree and B.Sc. Chemistry. bbox=[1075, 1837, 1441, 1858]
park-body: ଗଞ୍ଜାମ ବ୍ଲକ ଖଣ୍ଡଦେଉଳି ୟୁପି ସ୍କୁଲ ଶିଶୁ ପାର୍କ ଉଦ୍‌ଘାଟିତ ହୋଇଯାଇଛି। ଜିଲ୍ଲା ପରିଷଦ ସଭ୍ୟା ଫିତା କାଟି ପାର୍କକୁ ଉଦ୍‌ଘାଟନ କରିଥିଲେ। ଶିକ୍ଷାଧିକାରୀ, ସରପଞ୍ଚ ଓ ପ୍ରଧାନଶିକ୍ଷକ ପ୍ରମୁଖ ଉପସ୍ଥିତ ଥିଲେ। ପିଲାମାନଙ୍କ ମନୋରଞ୍ଜନ ଓ ଶାରୀରିକ ବିକାଶ ପାଇଁ ଏହି ପାର୍କ ସହାୟକ ହେବ ବୋଲି ଅତିଥିମାନେ କହିଥିଲେ। ବିଦ୍ୟାଳୟ ପରିଚାଳନା କମିଟି ସଦସ୍ୟ ଓ ଅଭିଭାବକମାନେ ଉପସ୍ଥିତ ଥିଲେ। bbox=[218, 1334, 738, 1391]
cell: 1. bbox=[224, 1534, 246, 1547]
ad-agro bbox=[1068, 1340, 1472, 1680]
col-header: Place of Opening Bid bbox=[641, 1600, 731, 1639]
cell: 3. bbox=[224, 1560, 246, 1573]
balimela-q2: 2. Desirable: 1 year work experience in the same field. bbox=[1075, 1871, 1292, 1881]
balimela-n1: N.B.: 1. The selected candidate work as the staff of Selected SHG i.e. Banadurga SHG. bbox=[1075, 1999, 1443, 2009]
cell: 09.03.2023 upto 5.00 PM during office hours bbox=[479, 1639, 571, 1660]
agro-l1: Detail E-Tender Call Notice bbox=[1154, 1345, 1384, 1365]
balimela-tail: All the documents should reach the undersigned on 28.02.2023 by 04.00 PM through Registered Post / Speed Post only and the same will be opened on the same day i.e. on 28.02.2023 at 5.00 PM. The applicant is remain present at the time of opening of Application. bbox=[1075, 2049, 1467, 2092]
balimela-ref: OIPR-13140/11/0018/2223 bbox=[1075, 2115, 1182, 2125]
